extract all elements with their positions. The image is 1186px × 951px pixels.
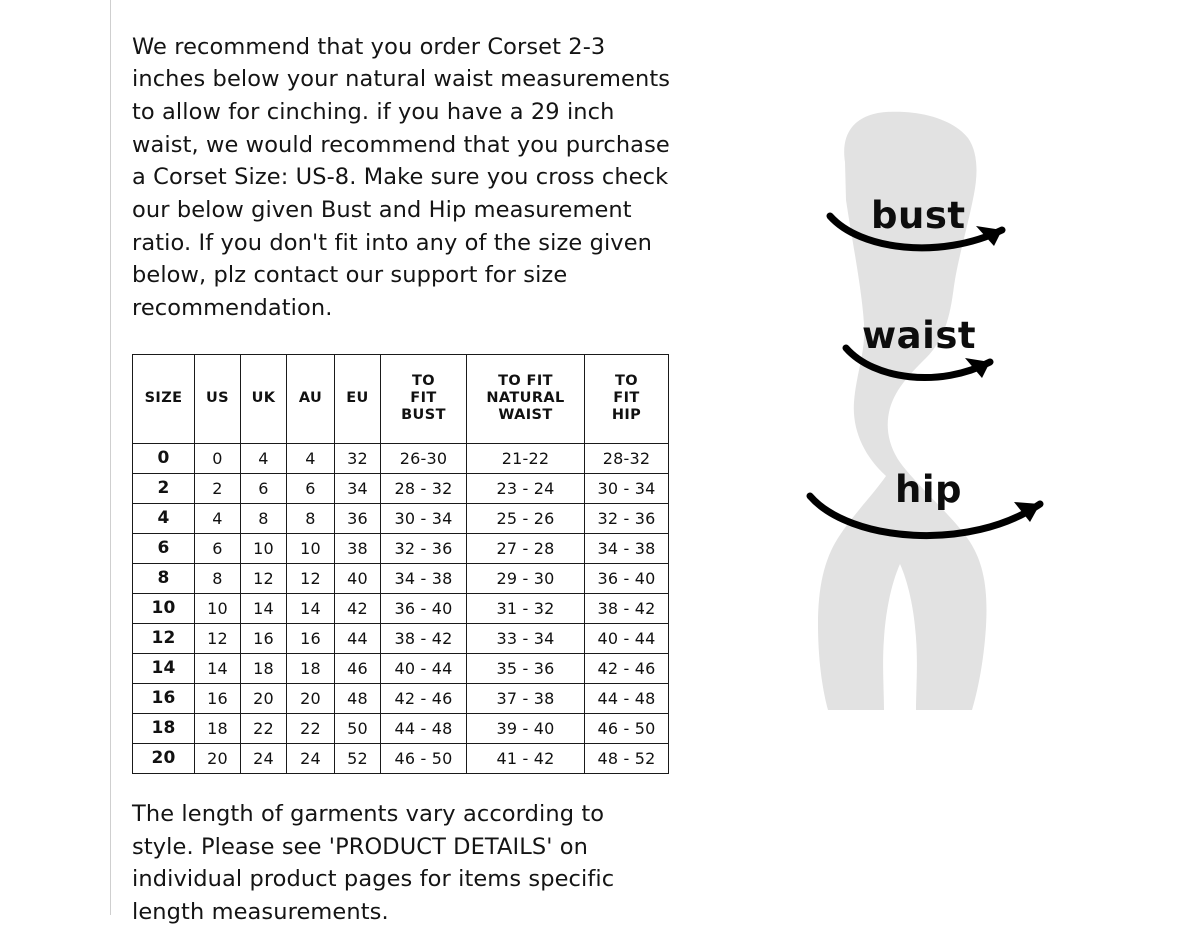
cell-hip: 36 - 40 [585,563,669,593]
bust-label: bust [871,194,966,237]
cell-au: 6 [287,473,335,503]
col-header-natural-waist: TO FIT NATURAL WAIST [467,354,585,443]
table-row [133,473,669,503]
table-row [133,443,669,473]
table-row [133,533,669,563]
cell-us: 4 [195,503,241,533]
cell-eu: 52 [335,743,381,773]
cell-size: 16 [133,683,195,713]
cell-us: 2 [195,473,241,503]
col-header-hip: TO FIT HIP [585,354,669,443]
cell-waist: 37 - 38 [467,683,585,713]
cell-au: 16 [287,623,335,653]
cell-au: 14 [287,593,335,623]
cell-us: 8 [195,563,241,593]
table-row [133,743,669,773]
cell-au: 24 [287,743,335,773]
cell-hip: 48 - 52 [585,743,669,773]
table-row [133,713,669,743]
cell-eu: 34 [335,473,381,503]
table-row [133,623,669,653]
body-measurement-figure [740,90,1160,790]
cell-eu: 46 [335,653,381,683]
cell-au: 18 [287,653,335,683]
cell-uk: 18 [241,653,287,683]
cell-bust: 38 - 42 [381,623,467,653]
cell-au: 20 [287,683,335,713]
left-margin-rule [110,0,111,915]
cell-eu: 36 [335,503,381,533]
cell-us: 0 [195,443,241,473]
cell-size: 18 [133,713,195,743]
table-body [133,443,669,773]
table-header-row [133,354,669,443]
col-header-uk: UK [241,354,287,443]
cell-waist: 25 - 26 [467,503,585,533]
waist-label: waist [862,314,977,357]
cell-us: 16 [195,683,241,713]
cell-hip: 28-32 [585,443,669,473]
cell-au: 10 [287,533,335,563]
cell-bust: 36 - 40 [381,593,467,623]
cell-us: 20 [195,743,241,773]
cell-eu: 48 [335,683,381,713]
cell-eu: 50 [335,713,381,743]
hip-label: hip [895,468,963,511]
cell-us: 6 [195,533,241,563]
cell-us: 12 [195,623,241,653]
cell-au: 4 [287,443,335,473]
cell-size: 2 [133,473,195,503]
cell-eu: 44 [335,623,381,653]
cell-waist: 39 - 40 [467,713,585,743]
cell-waist: 41 - 42 [467,743,585,773]
col-header-bust: TO FIT BUST [381,354,467,443]
table-row [133,683,669,713]
cell-eu: 42 [335,593,381,623]
cell-waist: 21-22 [467,443,585,473]
cell-bust: 30 - 34 [381,503,467,533]
cell-hip: 34 - 38 [585,533,669,563]
cell-waist: 35 - 36 [467,653,585,683]
cell-bust: 28 - 32 [381,473,467,503]
cell-waist: 33 - 34 [467,623,585,653]
size-chart-table [132,354,669,774]
cell-hip: 32 - 36 [585,503,669,533]
cell-bust: 32 - 36 [381,533,467,563]
cell-size: 8 [133,563,195,593]
cell-size: 10 [133,593,195,623]
cell-uk: 24 [241,743,287,773]
intro-paragraph: We recommend that you order Corset 2-3 inches below your natural waist measurements to allow for cinching. if you have a 29 inch waist, we would recommend that you purchase a Corset Size: US-8. Make sure you cross check our below given Bust and Hip measurement ratio. If you don't fit into any of the size given below, plz contact our support for size recommendation. [132,33,671,322]
outro-paragraph: The length of garments vary according to style. Please see 'PRODUCT DETAILS' on individual product pages for items specific length measurements. [132,800,615,925]
cell-waist: 23 - 24 [467,473,585,503]
cell-us: 10 [195,593,241,623]
cell-size: 12 [133,623,195,653]
cell-uk: 16 [241,623,287,653]
cell-uk: 8 [241,503,287,533]
cell-waist: 31 - 32 [467,593,585,623]
cell-hip: 44 - 48 [585,683,669,713]
cell-us: 18 [195,713,241,743]
table-row [133,563,669,593]
col-header-au: AU [287,354,335,443]
cell-bust: 44 - 48 [381,713,467,743]
cell-uk: 4 [241,443,287,473]
cell-waist: 29 - 30 [467,563,585,593]
cell-uk: 22 [241,713,287,743]
cell-uk: 20 [241,683,287,713]
cell-waist: 27 - 28 [467,533,585,563]
cell-bust: 26-30 [381,443,467,473]
table-row [133,593,669,623]
cell-au: 8 [287,503,335,533]
table-row [133,653,669,683]
cell-us: 14 [195,653,241,683]
cell-hip: 46 - 50 [585,713,669,743]
cell-bust: 40 - 44 [381,653,467,683]
table-row [133,503,669,533]
cell-eu: 32 [335,443,381,473]
col-header-size: SIZE [133,354,195,443]
col-header-eu: EU [335,354,381,443]
cell-size: 20 [133,743,195,773]
cell-size: 0 [133,443,195,473]
cell-eu: 40 [335,563,381,593]
cell-bust: 42 - 46 [381,683,467,713]
cell-uk: 10 [241,533,287,563]
cell-hip: 42 - 46 [585,653,669,683]
cell-hip: 30 - 34 [585,473,669,503]
cell-size: 6 [133,533,195,563]
text-column [132,0,692,951]
cell-eu: 38 [335,533,381,563]
col-header-us: US [195,354,241,443]
cell-uk: 6 [241,473,287,503]
cell-uk: 12 [241,563,287,593]
cell-au: 12 [287,563,335,593]
cell-size: 4 [133,503,195,533]
cell-hip: 40 - 44 [585,623,669,653]
cell-bust: 46 - 50 [381,743,467,773]
cell-bust: 34 - 38 [381,563,467,593]
cell-uk: 14 [241,593,287,623]
cell-au: 22 [287,713,335,743]
cell-size: 14 [133,653,195,683]
cell-hip: 38 - 42 [585,593,669,623]
